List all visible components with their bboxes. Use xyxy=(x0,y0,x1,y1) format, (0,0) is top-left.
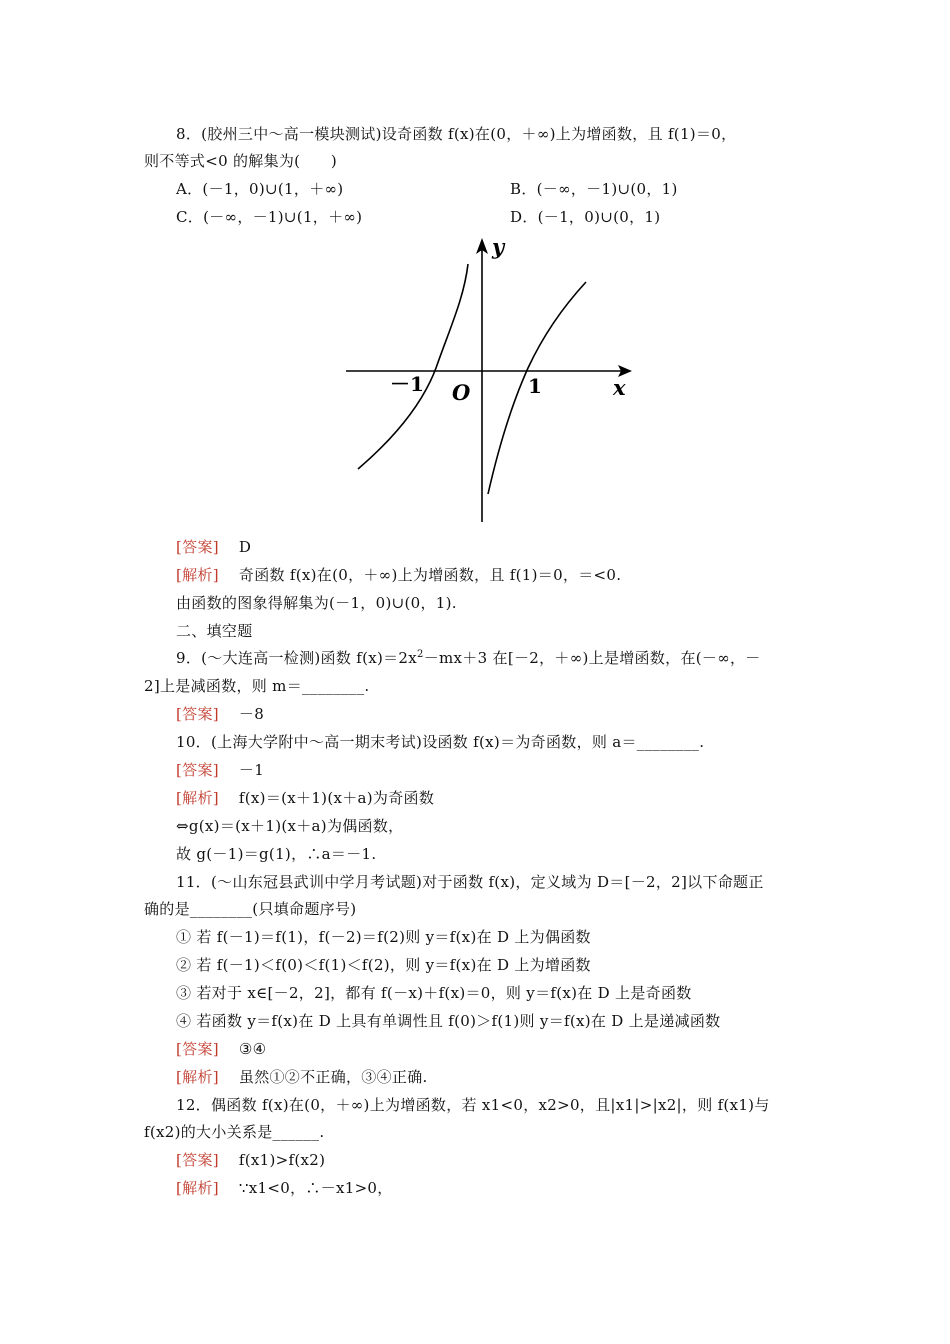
q8-analysis-row xyxy=(176,565,621,585)
answer-tag: [答案] xyxy=(176,761,219,779)
q11-line2: 确的是________(只填命题序号) xyxy=(144,900,357,918)
x-axis-label: x xyxy=(613,375,626,400)
tick-label-neg-one: －1 xyxy=(390,372,424,396)
q9-line1-post: －mx＋3 在[－2，＋∞)上是增函数，在(－∞，－ xyxy=(423,649,761,667)
function-graph xyxy=(340,228,640,528)
q12-analysis-row xyxy=(176,1178,393,1198)
q11-answer-row xyxy=(176,1039,266,1059)
q12-answer: f(x1)>f(x2) xyxy=(238,1151,326,1169)
q8-line2: 则不等式<0 的解集为( ) xyxy=(144,152,338,170)
q11-analysis-row xyxy=(176,1067,428,1087)
q8-option-b: B．(－∞，－1)∪(0，1) xyxy=(510,180,678,198)
curve-left-branch xyxy=(358,264,468,469)
q9-line2: 2]上是减函数，则 m＝________. xyxy=(144,677,370,695)
analysis-tag: [解析] xyxy=(176,789,219,807)
q11-line1: 11．(～山东冠县武训中学月考试题)对于函数 f(x)，定义域为 D＝[－2，2]以下命题正 xyxy=(176,873,764,891)
q10-analysis-2: ⇔g(x)＝(x＋1)(x＋a)为偶函数， xyxy=(176,817,404,835)
answer-tag: [答案] xyxy=(176,1151,219,1169)
q8-analysis-1: 奇函数 f(x)在(0，＋∞)上为增函数，且 f(1)＝0，＝<0. xyxy=(238,566,622,584)
q9-line1-sup: 2 xyxy=(417,649,424,660)
q8-analysis-2: 由函数的图象得解集为(－1，0)∪(0，1). xyxy=(176,594,457,612)
q11-item-4: ④ 若函数 y＝f(x)在 D 上具有单调性且 f(0)＞f(1)则 y＝f(x)在 D 上是递减函数 xyxy=(176,1012,721,1030)
q10-analysis-3: 故 g(－1)＝g(1)，∴a＝－1. xyxy=(176,845,377,863)
q12-analysis: ∵x1<0，∴－x1>0， xyxy=(238,1179,393,1197)
answer-tag: [答案] xyxy=(176,705,219,723)
answer-tag: [答案] xyxy=(176,1040,219,1058)
q11-item-1: ① 若 f(－1)＝f(1)，f(－2)＝f(2)则 y＝f(x)在 D 上为偶函数 xyxy=(176,928,591,946)
q10-line1: 10．(上海大学附中～高一期末考试)设函数 f(x)＝为奇函数，则 a＝________. xyxy=(176,733,705,751)
q8-option-d: D．(－1，0)∪(0，1) xyxy=(510,208,661,226)
q9-line1 xyxy=(176,648,761,668)
analysis-tag: [解析] xyxy=(176,1068,219,1086)
q11-analysis: 虽然①②不正确，③④正确. xyxy=(238,1068,428,1086)
q12-line1: 12．偶函数 f(x)在(0，＋∞)上为增函数，若 x1<0，x2>0，且|x1|>|x2|，则 f(x1)与 xyxy=(176,1096,770,1114)
q12-answer-row xyxy=(176,1150,325,1170)
tick-label-one: 1 xyxy=(528,374,542,398)
q10-answer: －1 xyxy=(238,761,265,779)
q8-option-a: A．(－1，0)∪(1，＋∞) xyxy=(176,180,344,198)
q8-answer: D xyxy=(238,538,252,556)
q10-answer-row xyxy=(176,760,264,780)
q11-item-2: ② 若 f(－1)＜f(0)＜f(1)＜f(2)，则 y＝f(x)在 D 上为增函数 xyxy=(176,956,591,974)
origin-label: O xyxy=(452,380,471,405)
section-heading: 二、填空题 xyxy=(176,622,253,640)
q11-item-3: ③ 若对于 x∈[－2，2]，都有 f(－x)＋f(x)＝0，则 y＝f(x)在 D 上是奇函数 xyxy=(176,984,692,1002)
q8-line1: 8．(胶州三中～高一模块测试)设奇函数 f(x)在(0，＋∞)上为增函数，且 f(1)＝0， xyxy=(176,125,737,143)
q8-answer-row xyxy=(176,537,251,557)
q10-analysis-1: f(x)＝(x＋1)(x＋a)为奇函数 xyxy=(238,789,435,807)
q9-line1-pre: 9．(～大连高一检测)函数 f(x)＝2x xyxy=(176,649,418,667)
q9-answer: －8 xyxy=(238,705,265,723)
q10-analysis-row xyxy=(176,788,434,808)
q12-line2: f(x2)的大小关系是______. xyxy=(144,1123,325,1141)
q8-option-c: C．(－∞，－1)∪(1，＋∞) xyxy=(176,208,363,226)
q11-answer: ③④ xyxy=(238,1040,267,1058)
q9-answer-row xyxy=(176,704,264,724)
analysis-tag: [解析] xyxy=(176,1179,219,1197)
analysis-tag: [解析] xyxy=(176,566,219,584)
y-axis-label: y xyxy=(492,234,505,259)
answer-tag: [答案] xyxy=(176,538,219,556)
